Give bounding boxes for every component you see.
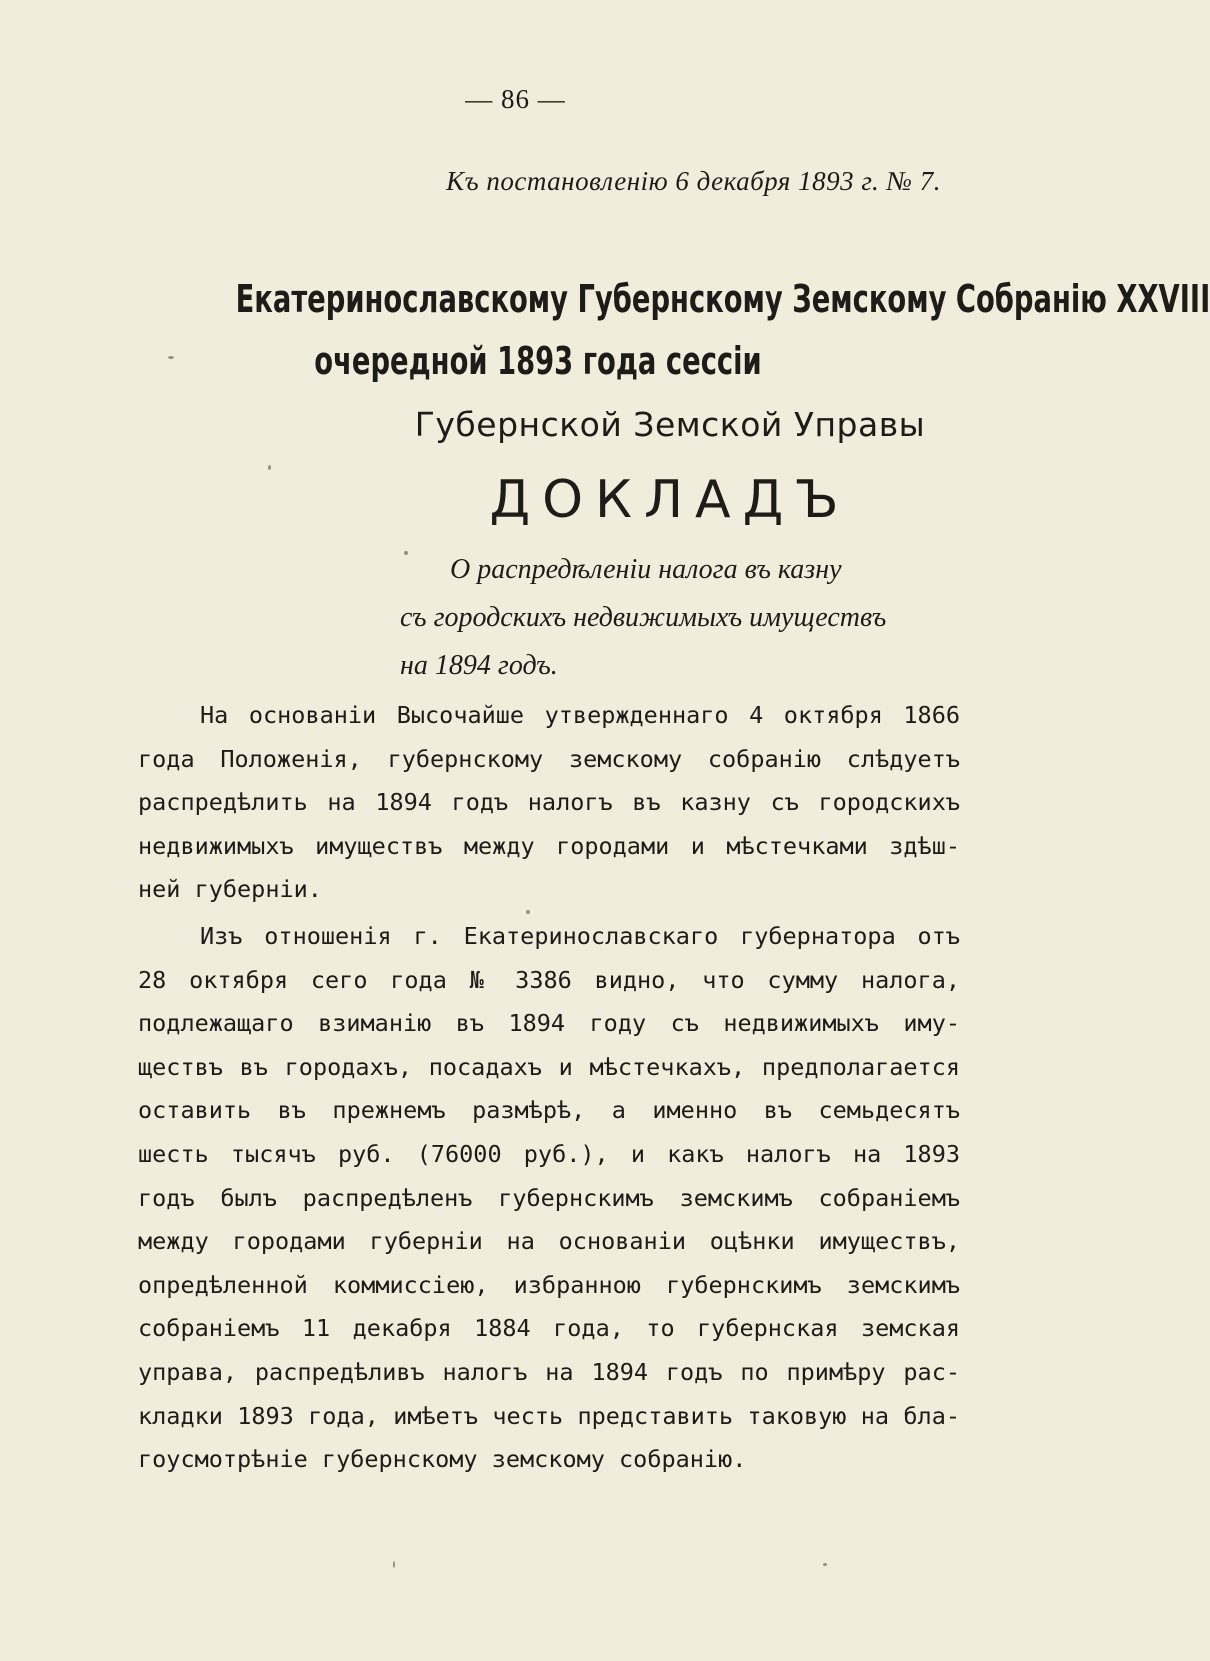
paragraph-1-line: года Положенія, губернскому земскому собранію слѣдуетъ [138,744,960,773]
paper-speck [393,1561,395,1568]
paper-speck [268,465,271,470]
paragraph-2-line: годъ былъ распредѣленъ губернскимъ земскимъ собраніемъ [138,1183,960,1212]
assembly-heading [118,268,1210,392]
board-title: Губернской Земской Управы [414,405,926,444]
subject-line-2: съ городскихъ недвижимыхъ имуществъ [400,602,887,633]
paper-speck [168,356,174,359]
paragraph-2-line: оставить въ прежнемъ размѣрѣ, а именно въ семьдесятъ [138,1096,960,1125]
paragraph-2-line: подлежащаго взиманію въ 1894 году съ недвижимыхъ иму- [138,1009,960,1038]
paragraph-2-line: шесть тысячъ руб. (76000 руб.), и какъ налогъ на 1893 [138,1139,960,1168]
paragraph-2-line: Изъ отношенія г. Екатеринославскаго губернатора отъ [200,922,960,950]
paragraph-1-line: недвижимыхъ имуществъ между городами и мѣстечками здѣш- [138,831,960,860]
paragraph-1-line: ней губерніи. [138,875,322,904]
paper-speck [823,1563,827,1566]
paragraph-2-line: 28 октября сего года № 3386 видно, что сумму налога, [138,965,960,994]
assembly-heading-line-1: Екатеринославскому Губернскому Земскому Собранію XXVIII [235,277,1210,321]
subject-line-1: О распредѣленіи налога въ казну [450,554,842,585]
paper-speck [404,551,408,555]
paragraph-2-line: управа, распредѣливъ налогъ на 1894 годъ по примѣру рас- [138,1357,960,1386]
paper-speck [526,910,530,914]
assembly-heading-line-2: очередной 1893 года сессіи [314,339,762,383]
report-subject [400,546,960,690]
paragraph-2-line: собраніемъ 11 декабря 1884 года, то губернская земская [138,1314,960,1343]
paragraph-1 [138,694,960,912]
paragraph-2-line: опредѣленной коммиссіею, избранною губернскимъ земскимъ [138,1270,960,1299]
paragraph-2-line: ществъ въ городахъ, посадахъ и мѣстечкахъ, предполагается [138,1052,960,1081]
page-number: — 86 — [465,84,566,114]
paragraph-2-line: между городами губерніи на основаніи оцѣнки имуществъ, [138,1227,960,1256]
subject-line-3: на 1894 годъ. [400,650,558,681]
paragraph-2-line: гоусмотрѣніе губернскому земскому собранію. [138,1445,747,1474]
resolution-reference: Къ постановленію 6 декабря 1893 г. № 7. [446,166,941,196]
paragraph-1-line: распредѣлить на 1894 годъ налогъ въ казну съ городскихъ [138,788,960,817]
report-title: ДОКЛАДЪ [489,470,851,530]
paragraph-1-line: На основаніи Высочайше утвержденнаго 4 октября 1866 [200,701,960,729]
paragraph-2-line: кладки 1893 года, имѣетъ честь представить таковую на бла- [138,1401,960,1430]
paragraph-2 [138,915,960,1482]
